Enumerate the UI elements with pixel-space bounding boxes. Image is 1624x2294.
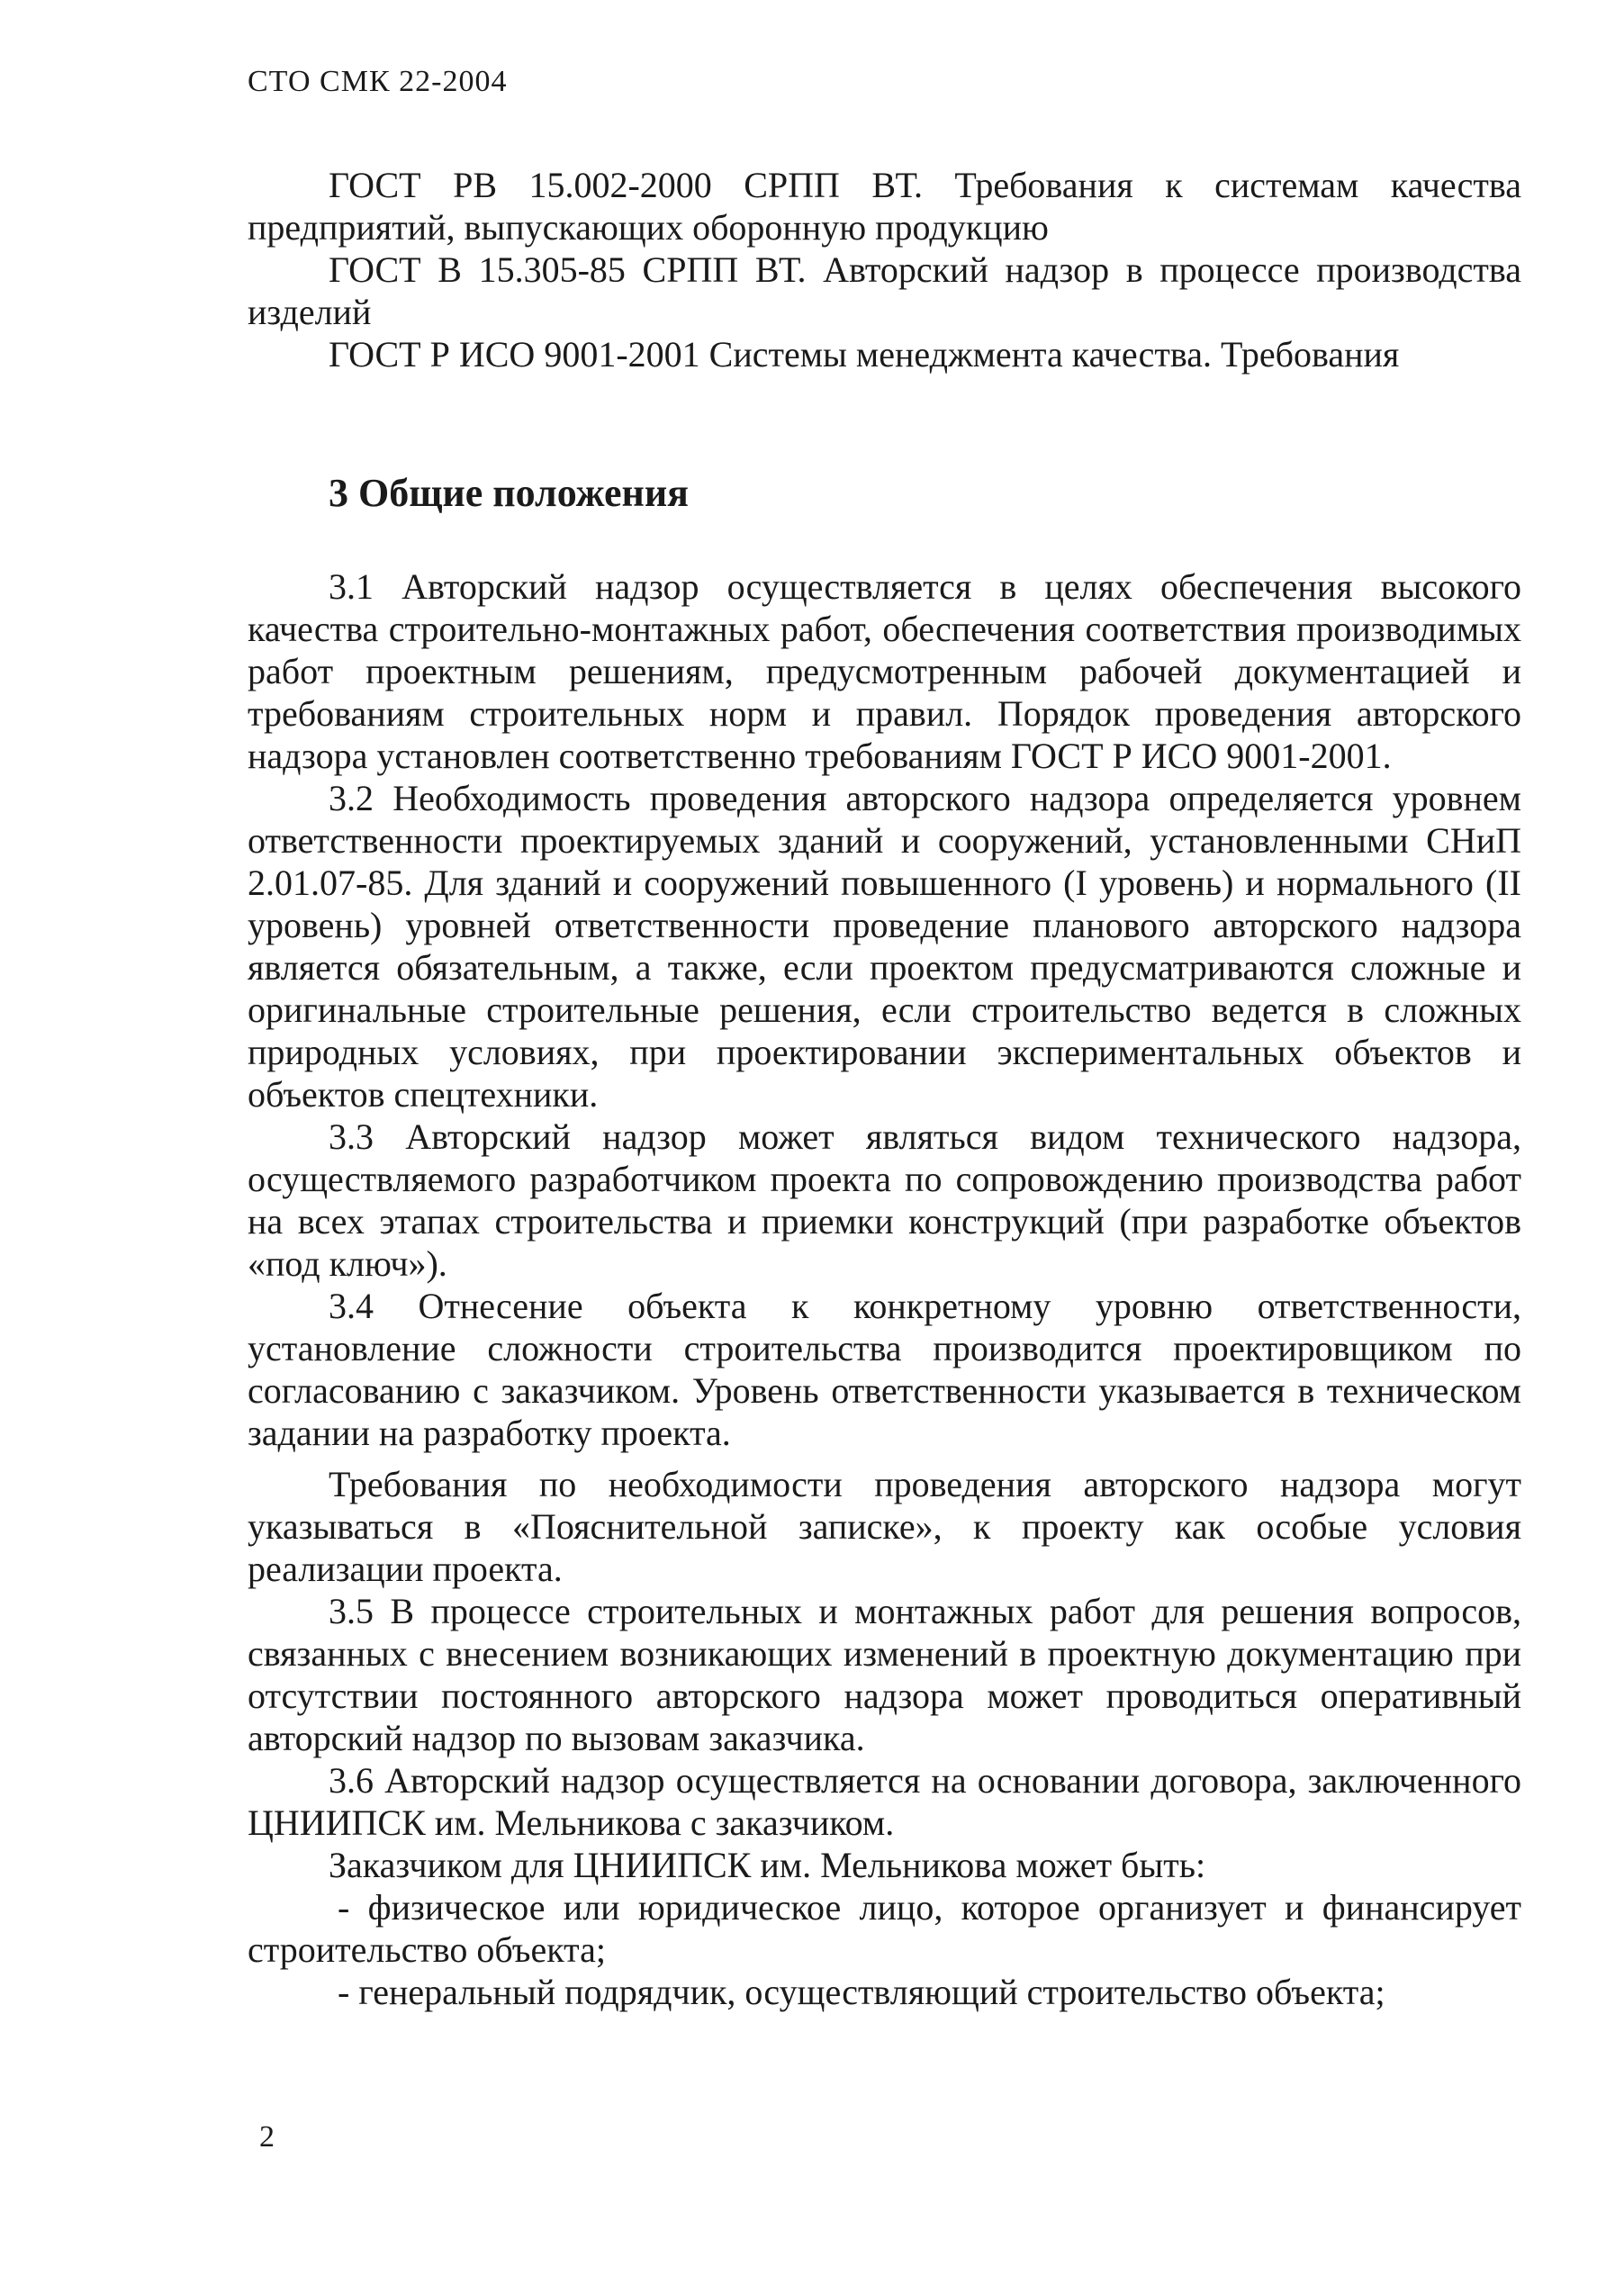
- paragraph-3-6: 3.6 Авторский надзор осуществляется на основании договора, заключенного ЦНИИПСК им. Мельникова с заказчиком.: [248, 1760, 1521, 1843]
- paragraph-3-3: 3.3 Авторский надзор может являться видом технического надзора, осуществляемого разработчиком проекта по сопровождению производства работ на всех этапах строительства и приемки конструкций (при разработке объектов «под ключ»).: [248, 1116, 1521, 1284]
- paragraph-3-5: 3.5 В процессе строительных и монтажных работ для решения вопросов, связанных с внесением возникающих изменений в проектную документацию при отсутствии постоянного авторского надзора может проводиться оперативный авторский надзор по вызовам заказчика.: [248, 1591, 1521, 1758]
- paragraph-gap: [248, 1454, 1521, 1463]
- document-code-header: СТО СМК 22-2004: [248, 65, 508, 98]
- reference-item: ГОСТ В 15.305-85 СРПП ВТ. Авторский надзор в процессе производства изделий: [248, 249, 1521, 332]
- reference-item: ГОСТ Р ИСО 9001-2001 Системы менеджмента качества. Требования: [329, 334, 1400, 375]
- list-item: - генеральный подрядчик, осуществляющий строительство объекта;: [338, 1972, 1385, 2012]
- normative-references: [248, 164, 1521, 375]
- reference-item: ГОСТ РВ 15.002-2000 СРПП ВТ. Требования к системам качества предприятий, выпускающих оборонную продукцию: [248, 165, 1521, 248]
- paragraph-3-4: 3.4 Отнесение объекта к конкретному уровню ответственности, установление сложности строительства производится проектировщиком по согласованию с заказчиком. Уровень ответственности указывается в техническом задании на разработку проекта.: [248, 1286, 1521, 1453]
- section-body: [248, 565, 1521, 2013]
- paragraph-3-2: 3.2 Необходимость проведения авторского надзора определяется уровнем ответственности проектируемых зданий и сооружений, установленными СНиП 2.01.07-85. Для зданий и сооружений повышенного (I уровень) и нормального (II уровень) уровней ответственности проведение планового авторского надзора является обязательным, а также, если проектом предусматриваются сложные и оригинальные строительные решения, если строительство ведется в сложных природных условиях, при проектировании экспериментальных объектов и объектов спецтехники.: [248, 778, 1521, 1115]
- paragraph-requirements: Требования по необходимости проведения авторского надзора могут указываться в «Пояснительной записке», к проекту как особые условия реализации проекта.: [248, 1464, 1521, 1589]
- section-title: 3 Общие положения: [329, 471, 689, 515]
- paragraph-3-1: 3.1 Авторский надзор осуществляется в целях обеспечения высокого качества строительно-монтажных работ, обеспечения соответствия производимых работ проектным решениям, предусмотренным рабочей документацией и требованиям строительных норм и правил. Порядок проведения авторского надзора установлен соответственно требованиям ГОСТ Р ИСО 9001-2001.: [248, 566, 1521, 776]
- paragraph-customer: Заказчиком для ЦНИИПСК им. Мельникова может быть:: [329, 1845, 1206, 1885]
- page-number: 2: [259, 2120, 275, 2154]
- list-item: - физическое или юридическое лицо, которое организует и финансирует строительство объекта;: [248, 1887, 1521, 1970]
